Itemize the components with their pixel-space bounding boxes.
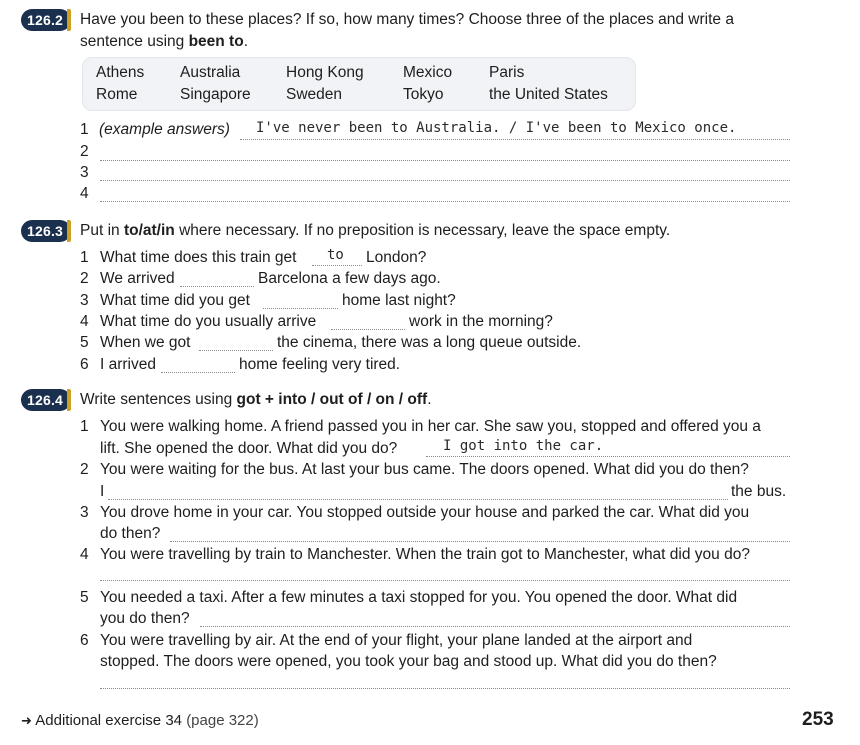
- place-item: Mexico: [403, 64, 453, 81]
- item-text: What time does this train get: [100, 249, 297, 266]
- item-text: do then?: [100, 525, 161, 542]
- item-text: You were travelling by train to Manchester. When the train got to Manchester, what did you do?: [100, 546, 750, 563]
- arrow-right-icon: ➜: [21, 713, 32, 728]
- item-number: 4: [80, 313, 89, 330]
- answer-line[interactable]: [426, 456, 790, 457]
- item-text: I arrived: [100, 356, 156, 373]
- item-text: Barcelona a few days ago.: [258, 270, 441, 287]
- item-text: What time do you usually arrive: [100, 313, 317, 330]
- item-number: 1: [80, 418, 89, 435]
- page-ref: (page 322): [186, 712, 259, 729]
- exercise-instruction: Write sentences using got + into / out of / on / off.: [80, 391, 432, 408]
- example-answer: to: [327, 247, 344, 263]
- item-text: When we got: [100, 334, 191, 351]
- item-text: home feeling very tired.: [239, 356, 401, 373]
- item-number: 2: [80, 270, 89, 287]
- place-item: Tokyo: [403, 86, 444, 103]
- exercise-badge-126-2: 126.2: [21, 9, 71, 31]
- item-text: You needed a taxi. After a few minutes a taxi stopped for you. You opened the door. What did: [100, 589, 738, 606]
- answer-line[interactable]: [312, 265, 362, 266]
- exercise-instruction: Put in to/at/in where necessary. If no preposition is necessary, leave the space empty.: [80, 222, 671, 239]
- answer-line[interactable]: [100, 160, 790, 161]
- answer-line[interactable]: [100, 580, 790, 581]
- item-number: 1: [80, 249, 89, 266]
- place-item: Hong Kong: [286, 64, 364, 81]
- answer-line[interactable]: [170, 541, 790, 542]
- answer-line[interactable]: [180, 286, 254, 287]
- answer-line[interactable]: [263, 308, 338, 309]
- example-answer: I got into the car.: [443, 438, 604, 454]
- item-number: 6: [80, 632, 89, 649]
- exercise-badge-126-3: 126.3: [21, 220, 71, 242]
- item-text: the cinema, there was a long queue outside.: [277, 334, 582, 351]
- item-text: stopped. The doors were opened, you took your bag and stood up. What did you do then?: [100, 653, 717, 670]
- exercise-instruction: Have you been to these places? If so, how many times? Choose three of the places and write a: [80, 11, 734, 28]
- place-item: Singapore: [180, 86, 251, 103]
- link-text: Additional exercise 34: [35, 712, 183, 729]
- item-text: lift. She opened the door. What did you do?: [100, 440, 398, 457]
- answer-line[interactable]: [161, 372, 235, 373]
- item-number: 3: [80, 504, 89, 521]
- answer-line[interactable]: [240, 139, 790, 140]
- answer-line[interactable]: [199, 350, 273, 351]
- item-number: 4: [80, 185, 89, 202]
- example-label: (example answers): [99, 121, 230, 138]
- item-text: What time did you get: [100, 292, 250, 309]
- answer-line[interactable]: [108, 499, 728, 500]
- place-item: the United States: [489, 86, 608, 103]
- item-number: 5: [80, 589, 89, 606]
- place-item: Paris: [489, 64, 525, 81]
- answer-line[interactable]: [331, 329, 405, 330]
- page-number: 253: [802, 709, 834, 730]
- additional-exercise-link[interactable]: [21, 712, 259, 729]
- item-text: home last night?: [342, 292, 456, 309]
- item-number: 3: [80, 292, 89, 309]
- item-number: 3: [80, 164, 89, 181]
- answer-line[interactable]: [100, 201, 790, 202]
- place-item: Australia: [180, 64, 241, 81]
- item-text: You were walking home. A friend passed you in her car. She saw you, stopped and offered you a: [100, 418, 761, 435]
- item-text: London?: [366, 249, 427, 266]
- item-number: 4: [80, 546, 89, 563]
- item-number: 2: [80, 461, 89, 478]
- item-text: You were travelling by air. At the end of your flight, your plane landed at the airport and: [100, 632, 693, 649]
- item-number: 2: [80, 143, 89, 160]
- item-text: You drove home in your car. You stopped outside your house and parked the car. What did you: [100, 504, 750, 521]
- place-item: Athens: [96, 64, 145, 81]
- answer-line[interactable]: [100, 180, 790, 181]
- item-number: 6: [80, 356, 89, 373]
- item-text: work in the morning?: [409, 313, 553, 330]
- item-number: 5: [80, 334, 89, 351]
- example-answer: I've never been to Australia. / I've been to Mexico once.: [256, 120, 737, 136]
- item-text: You were waiting for the bus. At last your bus came. The doors opened. What did you do then?: [100, 461, 749, 478]
- item-text: We arrived: [100, 270, 175, 287]
- item-text: I: [100, 483, 105, 500]
- exercise-badge-126-4: 126.4: [21, 389, 71, 411]
- item-number: 1: [80, 121, 89, 138]
- exercise-instruction-line2: sentence using been to.: [80, 33, 249, 50]
- answer-line[interactable]: [100, 688, 790, 689]
- item-text: the bus.: [731, 483, 787, 500]
- item-text: you do then?: [100, 610, 190, 627]
- place-item: Sweden: [286, 86, 343, 103]
- answer-line[interactable]: [200, 626, 790, 627]
- place-item: Rome: [96, 86, 138, 103]
